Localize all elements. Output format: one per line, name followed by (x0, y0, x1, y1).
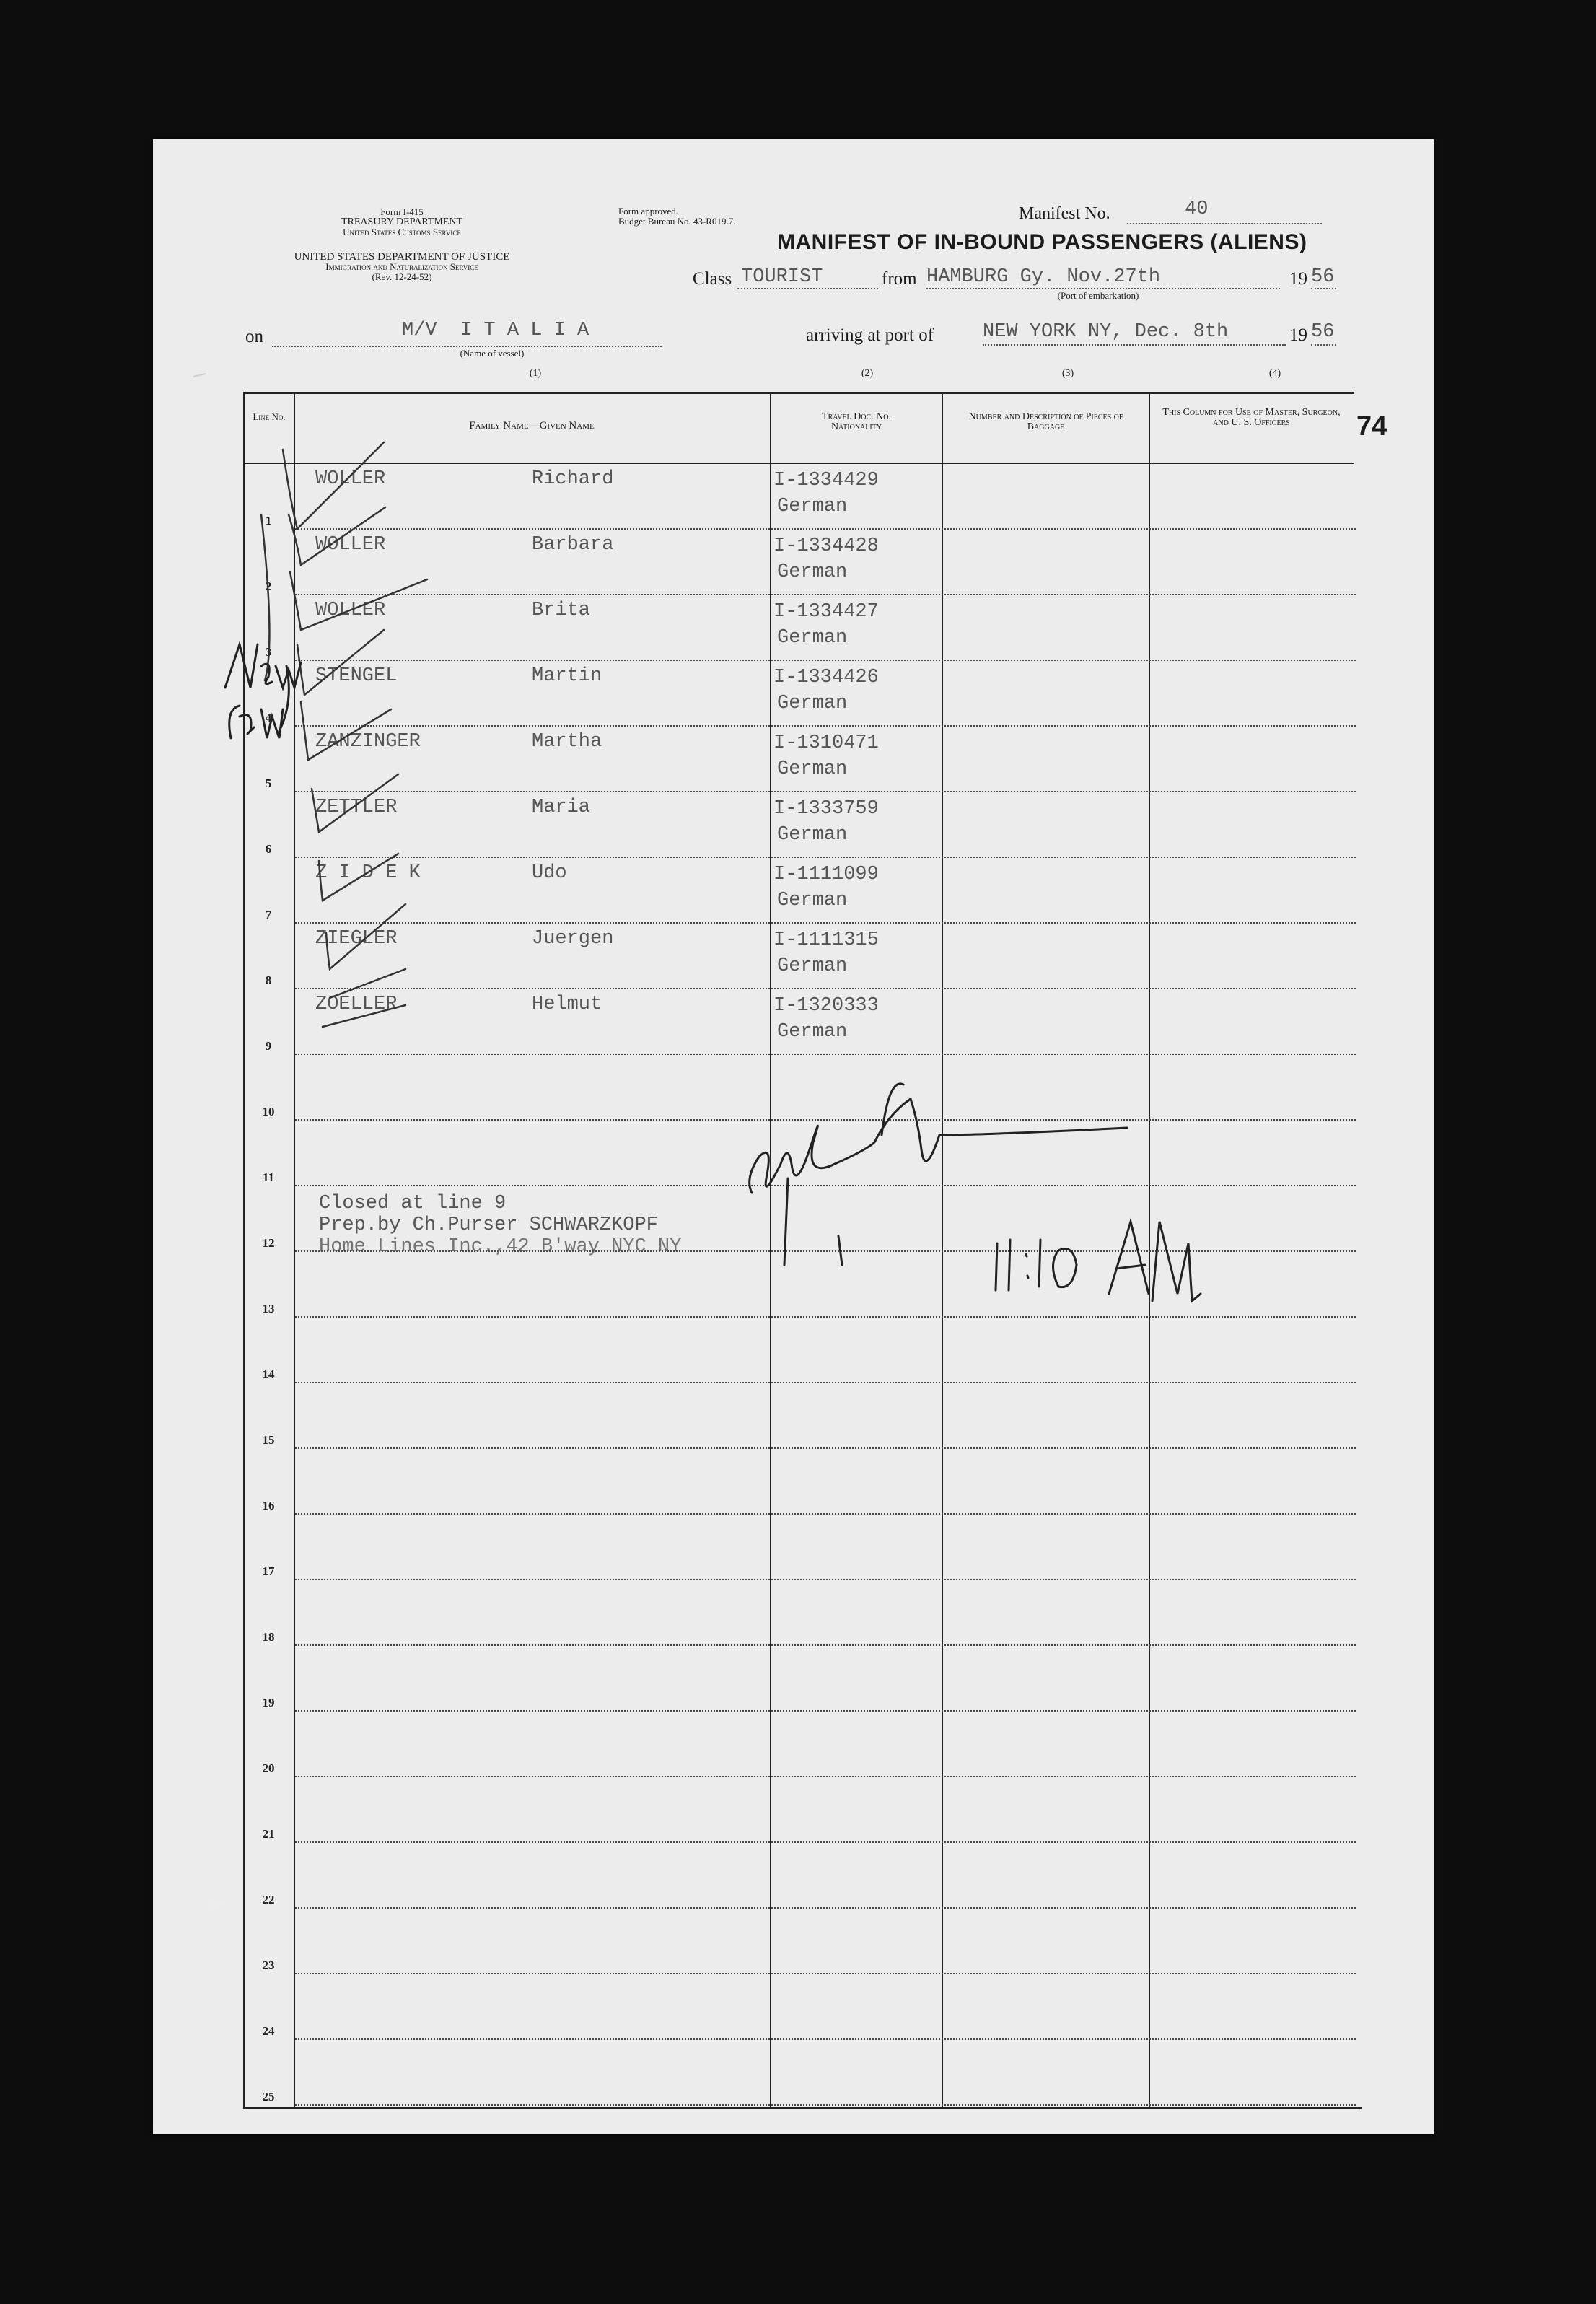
travel-doc-no: I-1333759 (773, 798, 879, 820)
closing-line-2: Prep.by Ch.Purser SCHWARZKOPF (319, 1214, 658, 1236)
line-number: 5 (265, 776, 272, 790)
travel-doc-no: I-1334427 (773, 601, 879, 623)
travel-doc-no: I-1334429 (773, 470, 879, 491)
line-number: 12 (262, 1236, 275, 1250)
nationality: German (777, 955, 848, 977)
line-number: 18 (262, 1630, 275, 1644)
ins-service: Immigration and Naturalization Service (325, 261, 478, 272)
vessel-caption: (Name of vessel) (460, 348, 525, 359)
col-num-1: (1) (529, 368, 542, 379)
form-approved: Form approved. (618, 206, 679, 216)
given-name: Martha (532, 731, 602, 753)
arrival-value: NEW YORK NY, Dec. 8th (983, 321, 1229, 343)
travel-doc-no: I-1334428 (773, 535, 879, 557)
year-value-1: 56 (1311, 266, 1335, 288)
given-name: Richard (532, 468, 614, 490)
closing-line-3: Home Lines Inc.,42 B'way NYC NY (319, 1236, 682, 1258)
line-number: 11 (262, 1170, 275, 1184)
line-number: 4 (265, 711, 272, 724)
family-name: Z I D E K (315, 862, 421, 884)
nationality: German (777, 758, 848, 780)
customs-service: United States Customs Service (343, 227, 461, 237)
nationality: German (777, 693, 848, 714)
header-line-no: Line No. (253, 411, 286, 422)
from-value: HAMBURG Gy. Nov.27th (926, 266, 1161, 288)
line-number: 21 (262, 1827, 275, 1841)
col-num-3: (3) (1061, 368, 1074, 379)
budget-bureau: Budget Bureau No. 43-R019.7. (618, 216, 736, 227)
arriving-label: arriving at port of (806, 325, 934, 345)
treasury-dept: TREASURY DEPARTMENT (341, 216, 463, 227)
on-label: on (245, 327, 263, 346)
form-number: Form I-415 (380, 206, 424, 217)
given-name: Martin (532, 665, 602, 687)
manifest-no-value: 40 (1185, 198, 1209, 220)
travel-doc-no: I-1320333 (773, 995, 879, 1017)
travel-doc-no: I-1310471 (773, 732, 879, 754)
line-number: 20 (262, 1761, 275, 1775)
header-travel-doc: Travel Doc. No. Nationality (822, 411, 891, 432)
class-label: Class (693, 269, 732, 289)
line-number: 23 (262, 1958, 275, 1972)
line-number: 14 (262, 1367, 275, 1381)
given-name: Helmut (532, 994, 602, 1015)
nationality: German (777, 496, 848, 517)
family-name: STENGEL (315, 665, 398, 687)
vessel-value: M/V I T A L I A (402, 320, 589, 341)
year-prefix-1: 19 (1289, 269, 1307, 289)
year-value-2: 56 (1311, 321, 1335, 343)
family-name: WOLLER (315, 600, 386, 621)
manifest-no-label: Manifest No. (1019, 204, 1110, 223)
line-number: 13 (262, 1302, 275, 1315)
given-name: Barbara (532, 534, 614, 556)
line-number: 1 (265, 514, 272, 527)
family-name: ZETTLER (315, 797, 398, 818)
family-name: WOLLER (315, 534, 386, 556)
family-name: ZOELLER (315, 994, 398, 1015)
port-embarkation-caption: (Port of embarkation) (1057, 290, 1139, 301)
line-number: 9 (265, 1039, 272, 1053)
travel-doc-no: I-1334426 (773, 667, 879, 688)
line-number: 8 (265, 973, 272, 987)
family-name: ZIEGLER (315, 928, 398, 950)
line-number: 24 (262, 2024, 275, 2038)
col-num-4: (4) (1268, 368, 1281, 379)
nationality: German (777, 824, 848, 846)
given-name: Juergen (532, 928, 614, 950)
nationality: German (777, 561, 848, 583)
travel-doc-no: I-1111315 (773, 929, 879, 951)
page-number: 74 (1356, 411, 1387, 442)
year-prefix-2: 19 (1289, 325, 1307, 345)
given-name: Brita (532, 600, 591, 621)
closing-line-1: Closed at line 9 (319, 1193, 507, 1214)
nationality: German (777, 890, 848, 911)
revision-date: (Rev. 12-24-52) (372, 271, 432, 282)
line-number: 2 (265, 579, 272, 593)
justice-dept: UNITED STATES DEPARTMENT OF JUSTICE (294, 251, 510, 263)
manifest-title: MANIFEST OF IN-BOUND PASSENGERS (ALIENS) (777, 230, 1307, 254)
line-number: 16 (262, 1499, 275, 1512)
family-name: ZANZINGER (315, 731, 421, 753)
header-baggage: Number and Description of Pieces of Baggage (968, 411, 1123, 432)
line-number: 15 (262, 1433, 275, 1447)
col-num-2: (2) (861, 368, 874, 379)
family-name: WOLLER (315, 468, 386, 490)
class-value: TOURIST (741, 266, 823, 288)
travel-doc-no: I-1111099 (773, 864, 879, 885)
line-number: 22 (262, 1893, 275, 1906)
given-name: Udo (532, 862, 567, 884)
nationality: German (777, 1021, 848, 1043)
line-number: 19 (262, 1696, 275, 1709)
line-number: 25 (262, 2090, 275, 2103)
line-number: 7 (265, 908, 272, 921)
nationality: German (777, 627, 848, 649)
from-label: from (882, 269, 917, 289)
header-officers: This Column for Use of Master, Surgeon, and U. S. Officers (1162, 407, 1341, 428)
header-name: Family Name—Given Name (469, 420, 595, 432)
line-number: 6 (265, 842, 272, 856)
line-number: 17 (262, 1564, 275, 1578)
line-number: 10 (262, 1105, 275, 1118)
given-name: Maria (532, 797, 591, 818)
line-number: 3 (265, 645, 272, 659)
